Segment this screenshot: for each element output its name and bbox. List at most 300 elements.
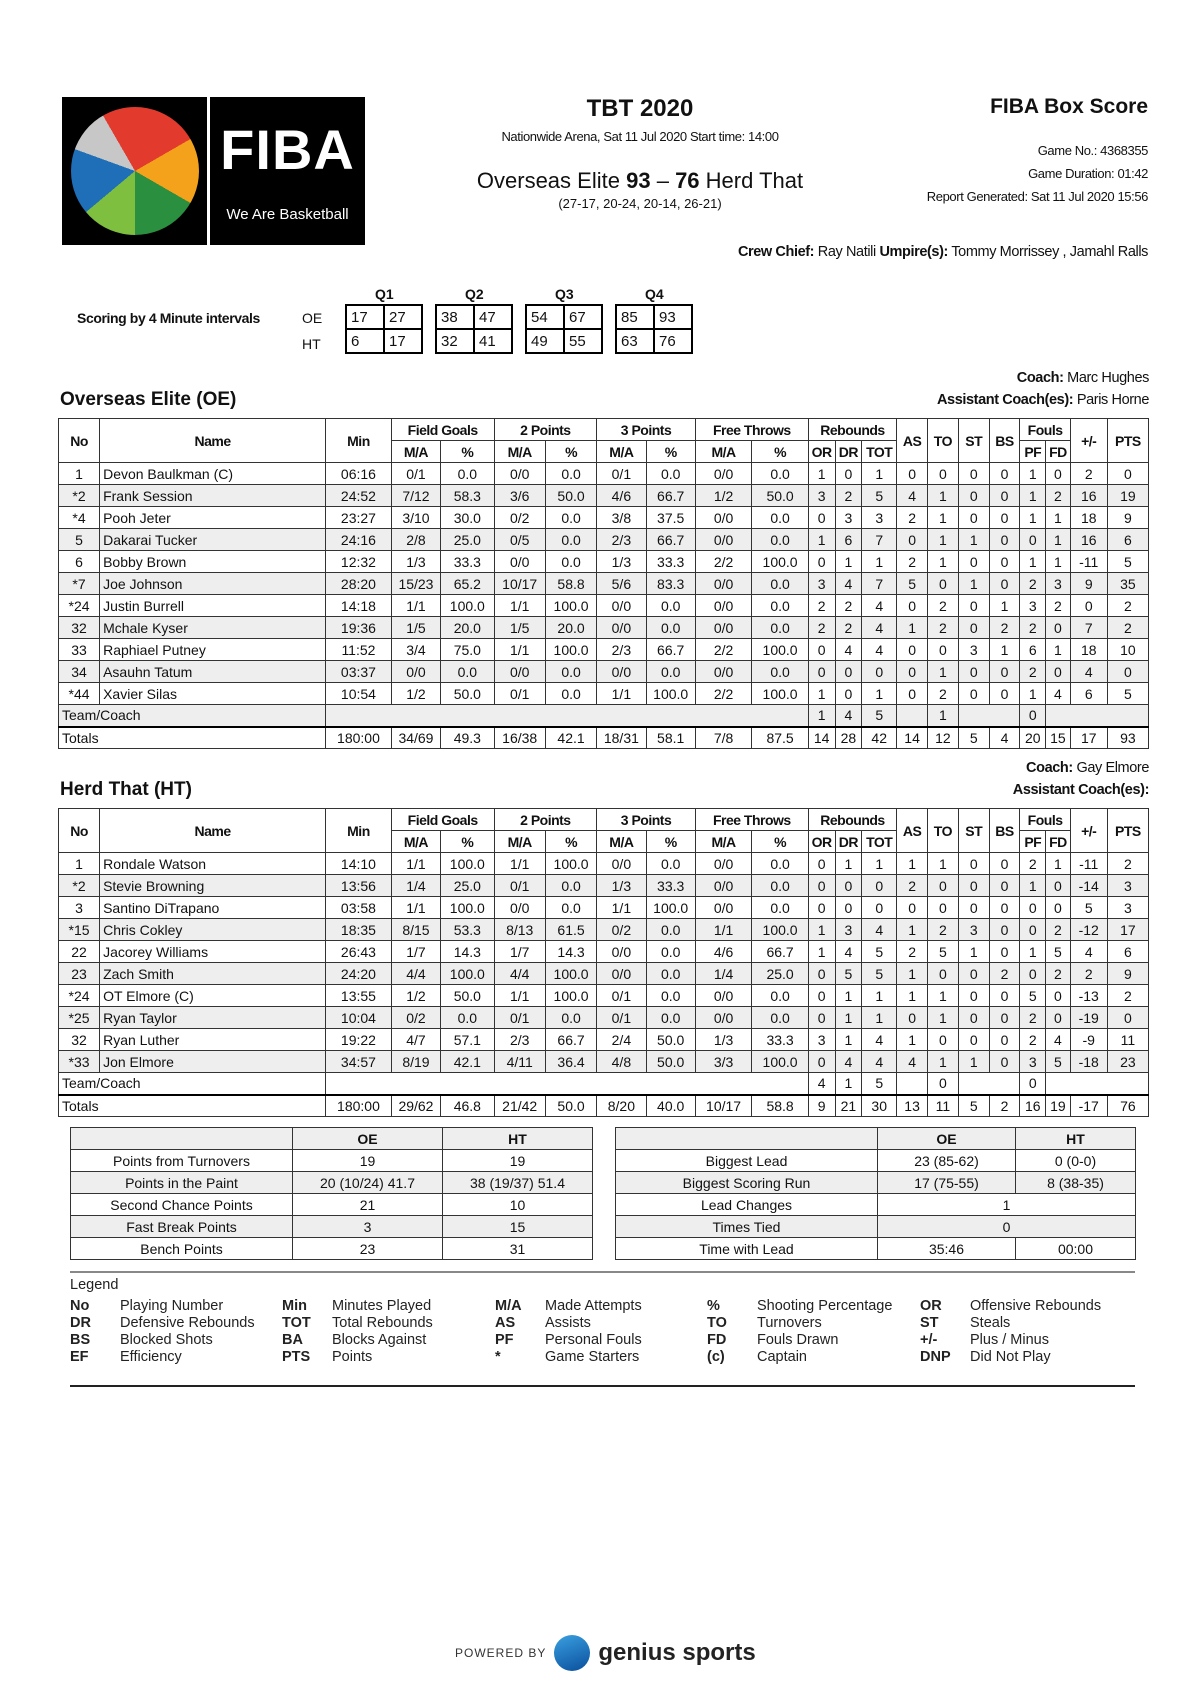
col-pts: PTS (1107, 809, 1148, 853)
stat-cell: 0.0 (646, 919, 695, 941)
stats-label: Times Tied (616, 1216, 878, 1238)
stat-cell: 0 (958, 661, 989, 683)
stat-cell: 2 (1070, 963, 1107, 985)
stats-label: Bench Points (71, 1238, 293, 1260)
stat-cell: 5 (1107, 551, 1148, 573)
stat-cell: 4 (1046, 683, 1071, 705)
totals-row (59, 1095, 1149, 1117)
stat-cell: 1/7 (494, 941, 545, 963)
stat-cell: 2 (1046, 919, 1071, 941)
stat-cell: 2 (1020, 1007, 1046, 1029)
stat-cell: 0 (989, 853, 1020, 875)
stat-cell: 1 (1046, 853, 1071, 875)
stats-header-cell: OE (878, 1128, 1016, 1150)
stat-cell: 15/23 (391, 573, 440, 595)
stat-cell: 0/0 (695, 853, 752, 875)
stats-value: 17 (75-55) (878, 1172, 1016, 1194)
stat-cell: 5 (897, 573, 928, 595)
stat-cell: 37.5 (646, 507, 695, 529)
col-to: TO (928, 809, 959, 853)
stat-cell: 0/0 (695, 661, 752, 683)
player-name: Ryan Taylor (100, 1007, 326, 1029)
legend-item (70, 1298, 282, 1314)
stat-cell: 4 (835, 639, 862, 661)
stat-cell: 25.0 (752, 963, 809, 985)
umpires-label: Umpire(s): (879, 244, 948, 260)
stat-cell: 0/0 (695, 1007, 752, 1029)
stat-cell: 3/3 (695, 1051, 752, 1073)
stat-cell: 2 (1020, 661, 1046, 683)
stat-cell: 0 (1020, 919, 1046, 941)
stat-cell: 0 (862, 897, 897, 919)
stat-cell: 0/0 (494, 661, 545, 683)
stat-cell: 0 (958, 963, 989, 985)
stat-cell: 0.0 (752, 661, 809, 683)
col-group: Field Goals (391, 809, 494, 831)
stat-cell: 2 (928, 595, 959, 617)
legend-abbr: % (707, 1298, 720, 1314)
stat-cell: 24:20 (326, 963, 392, 985)
team-dr: 1 (835, 1073, 862, 1095)
total-cell: 28 (835, 727, 862, 749)
total-cell: 42 (862, 727, 897, 749)
col-pct: % (646, 441, 695, 463)
stat-cell: 1/1 (597, 683, 646, 705)
stat-cell: 100.0 (441, 897, 494, 919)
stat-cell: 0.0 (441, 1007, 494, 1029)
stat-cell: 1 (897, 1029, 928, 1051)
stat-cell: 0.0 (545, 1007, 596, 1029)
player-row (59, 573, 1149, 595)
legend-abbr: DNP (920, 1349, 951, 1365)
stat-cell: 0 (808, 875, 835, 897)
stats-row (616, 1238, 1136, 1260)
stat-cell: 0 (835, 897, 862, 919)
col-reb: OR (808, 441, 835, 463)
footer-branding (455, 1635, 756, 1671)
stat-cell: 23 (59, 963, 100, 985)
stat-cell: 0/0 (494, 551, 545, 573)
stat-cell: 3 (808, 485, 835, 507)
stat-cell: 4 (862, 639, 897, 661)
stat-cell: 0/0 (597, 617, 646, 639)
stats-row (71, 1172, 593, 1194)
home-score: 93 (626, 168, 651, 193)
stat-cell: 5 (1020, 985, 1046, 1007)
stat-cell: 3/10 (391, 507, 440, 529)
team-to: 1 (928, 705, 959, 727)
stat-cell: 1 (1020, 683, 1046, 705)
stats-value: 00:00 (1016, 1238, 1136, 1260)
box-score-table-oe (58, 418, 1149, 749)
col-name: Name (100, 809, 326, 853)
col-group: 3 Points (597, 809, 696, 831)
quarter-row-ht (346, 329, 422, 353)
stat-cell: *24 (59, 595, 100, 617)
stat-cell: 16 (1070, 529, 1107, 551)
empty-cell (958, 705, 1020, 727)
stat-cell: 2 (1070, 463, 1107, 485)
total-cell: 19 (1046, 1095, 1071, 1117)
stat-cell: 0.0 (545, 551, 596, 573)
legend-abbr: (c) (707, 1349, 725, 1365)
legend-abbr: PF (495, 1332, 514, 1348)
stat-cell: -14 (1070, 875, 1107, 897)
stat-cell: 10:04 (326, 1007, 392, 1029)
legend-abbr: BS (70, 1332, 91, 1348)
venue: Nationwide Arena, Sat 11 Jul 2020 Start time: 14:00 (501, 129, 779, 144)
stat-cell: 0 (1020, 897, 1046, 919)
stat-cell: 2 (1107, 985, 1148, 1007)
player-name: Pooh Jeter (100, 507, 326, 529)
col-pts: PTS (1107, 419, 1148, 463)
stat-cell: 3 (1107, 875, 1148, 897)
stat-cell: 1 (808, 463, 835, 485)
genius-sports-logo-icon (554, 1635, 590, 1671)
col-name: Name (100, 419, 326, 463)
stat-cell: 66.7 (545, 1029, 596, 1051)
team-to: 0 (928, 1073, 959, 1095)
player-name: Bobby Brown (100, 551, 326, 573)
stat-cell: 10:54 (326, 683, 392, 705)
stat-cell: *25 (59, 1007, 100, 1029)
stat-cell: 0 (958, 985, 989, 1007)
stat-cell: 0 (989, 573, 1020, 595)
legend-desc: Playing Number (120, 1298, 224, 1314)
away-score: 76 (675, 168, 700, 193)
stat-cell: 1 (928, 1051, 959, 1073)
col-group: 3 Points (597, 419, 696, 441)
stats-value: 3 (293, 1216, 443, 1238)
stat-cell: 0.0 (752, 595, 809, 617)
officials (738, 244, 1148, 260)
coach (1026, 760, 1149, 776)
player-row (59, 1051, 1149, 1073)
stat-cell: *24 (59, 985, 100, 1007)
legend-abbr: Min (282, 1298, 307, 1314)
stat-cell: 5 (1046, 941, 1071, 963)
stat-cell: 1/1 (494, 853, 545, 875)
stat-cell: 2/8 (391, 529, 440, 551)
stat-cell: 0 (808, 639, 835, 661)
player-name: Jon Elmore (100, 1051, 326, 1073)
stat-cell: 0 (1107, 463, 1148, 485)
team-dr: 4 (835, 705, 862, 727)
stat-cell: 4/4 (494, 963, 545, 985)
stat-cell: 1 (989, 639, 1020, 661)
stat-cell: 0.0 (646, 853, 695, 875)
stat-cell: 0.0 (752, 1007, 809, 1029)
stat-cell: 50.0 (752, 485, 809, 507)
stat-cell: 4 (862, 1029, 897, 1051)
player-row (59, 551, 1149, 573)
legend-desc: Efficiency (120, 1349, 182, 1365)
stats-label: Biggest Lead (616, 1150, 878, 1172)
stat-cell: 2 (835, 595, 862, 617)
assistant-coach-label: Assistant Coach(es): (936, 392, 1074, 408)
stat-cell: 20.0 (545, 617, 596, 639)
legend-item (495, 1332, 707, 1348)
stat-cell: 0 (897, 683, 928, 705)
stat-cell: 2/3 (597, 529, 646, 551)
stat-cell: 4 (897, 1051, 928, 1073)
stats-label: Points in the Paint (71, 1172, 293, 1194)
stat-cell: 2/4 (597, 1029, 646, 1051)
total-cell: 40.0 (646, 1095, 695, 1117)
stat-cell: 0 (808, 507, 835, 529)
stat-cell: 2 (1107, 617, 1148, 639)
stat-cell: 50.0 (441, 683, 494, 705)
stat-cell: 33 (59, 639, 100, 661)
stat-cell: 2/2 (695, 551, 752, 573)
stat-cell: 4/4 (391, 963, 440, 985)
stat-cell: 0 (928, 875, 959, 897)
col-to: TO (928, 419, 959, 463)
stat-cell: 0 (808, 853, 835, 875)
stat-cell: 0/0 (597, 661, 646, 683)
stat-cell: 0 (989, 897, 1020, 919)
stat-cell: 0/0 (494, 897, 545, 919)
stat-cell: 1 (808, 529, 835, 551)
stats-header-cell: OE (293, 1128, 443, 1150)
stat-cell: *2 (59, 875, 100, 897)
legend-desc: Captain (757, 1349, 807, 1365)
scoring-team-ht: HT (302, 336, 321, 352)
crew-chief-label: Crew Chief: (737, 244, 815, 260)
quarter-label-q1: Q1 (375, 286, 394, 302)
stat-cell: 2 (1046, 595, 1071, 617)
legend-item (495, 1349, 707, 1365)
stat-cell: *44 (59, 683, 100, 705)
stat-cell: 5/6 (597, 573, 646, 595)
stat-cell: 100.0 (441, 853, 494, 875)
stat-cell: 0 (958, 485, 989, 507)
stat-cell: 1 (1020, 507, 1046, 529)
stat-cell: 0 (808, 985, 835, 1007)
total-cell: 4 (989, 727, 1020, 749)
stat-cell: 61.5 (545, 919, 596, 941)
stat-cell: 2 (835, 617, 862, 639)
stat-cell: 0/0 (695, 985, 752, 1007)
stat-cell: 2 (989, 963, 1020, 985)
legend-desc: Minutes Played (332, 1298, 432, 1314)
stat-cell: 2 (928, 919, 959, 941)
stat-cell: 1 (59, 853, 100, 875)
stat-cell: 100.0 (752, 919, 809, 941)
stat-cell: -13 (1070, 985, 1107, 1007)
stat-cell: 0 (1020, 529, 1046, 551)
total-cell: 58.8 (752, 1095, 809, 1117)
stat-cell: 1 (958, 941, 989, 963)
stat-cell: 2/3 (597, 639, 646, 661)
stat-cell: 0 (897, 661, 928, 683)
quarter-label-q2: Q2 (465, 286, 484, 302)
coach (1017, 370, 1149, 386)
stat-cell: 0 (958, 897, 989, 919)
stat-cell: 0.0 (545, 897, 596, 919)
stat-cell: 2 (1020, 853, 1046, 875)
total-cell: 34/69 (391, 727, 440, 749)
col-reb: DR (835, 831, 862, 853)
stat-cell: 3/6 (494, 485, 545, 507)
stat-cell: 7/12 (391, 485, 440, 507)
stats-label: Fast Break Points (71, 1216, 293, 1238)
stat-cell: 3 (1020, 1051, 1046, 1073)
stat-cell: 1/1 (494, 595, 545, 617)
home-team: Overseas Elite (476, 168, 620, 193)
player-name: Xavier Silas (100, 683, 326, 705)
stat-cell: 100.0 (752, 683, 809, 705)
stat-cell: 13:55 (326, 985, 392, 1007)
coach-name: Marc Hughes (1067, 370, 1149, 386)
stat-cell: 4/8 (597, 1051, 646, 1073)
stat-cell: 0/0 (695, 875, 752, 897)
col-pct: % (752, 831, 809, 853)
interval-score: 47 (474, 305, 512, 329)
stat-cell: 50.0 (646, 1051, 695, 1073)
stat-cell: 11 (1107, 1029, 1148, 1051)
total-cell: 76 (1107, 1095, 1148, 1117)
stat-cell: 7 (862, 529, 897, 551)
report-title: FIBA Box Score (990, 95, 1148, 118)
stat-cell: 1 (1046, 529, 1071, 551)
total-cell: 16/38 (494, 727, 545, 749)
stat-cell: 0.0 (441, 463, 494, 485)
coach-label: Coach: (1026, 760, 1073, 776)
stat-cell: 1 (862, 1007, 897, 1029)
legend-desc: Personal Fouls (545, 1332, 642, 1348)
stat-cell: 0 (989, 485, 1020, 507)
total-cell: 17 (1070, 727, 1107, 749)
stat-cell: 0 (1046, 875, 1071, 897)
stat-cell: 33.3 (441, 551, 494, 573)
stat-cell: 100.0 (545, 985, 596, 1007)
col-fouls: Fouls (1020, 809, 1070, 831)
stat-cell: 0/0 (494, 463, 545, 485)
empty-cell (1046, 705, 1149, 727)
stat-cell: 1/1 (494, 639, 545, 661)
stat-cell: 5 (928, 941, 959, 963)
stat-cell: 14.3 (441, 941, 494, 963)
stat-cell: 3 (958, 639, 989, 661)
stat-cell: 8/15 (391, 919, 440, 941)
stat-cell: 5 (862, 941, 897, 963)
stat-cell: 33.3 (646, 551, 695, 573)
col-as: AS (897, 809, 928, 853)
legend-item (707, 1349, 920, 1365)
player-name: OT Elmore (C) (100, 985, 326, 1007)
stat-cell: 0 (1107, 1007, 1148, 1029)
score-dash: – (656, 168, 669, 193)
stat-cell: 0/0 (391, 661, 440, 683)
stat-cell: 1 (928, 853, 959, 875)
stat-cell: 1 (862, 551, 897, 573)
stat-cell: -18 (1070, 1051, 1107, 1073)
basketball-logo-icon (62, 97, 210, 245)
stat-cell: 1/1 (597, 897, 646, 919)
stat-cell: 1 (862, 463, 897, 485)
stat-cell: 4 (862, 919, 897, 941)
stat-cell: 100.0 (545, 595, 596, 617)
empty-cell (326, 705, 809, 727)
stat-cell: 0 (958, 875, 989, 897)
player-row (59, 985, 1149, 1007)
legend-item (282, 1349, 495, 1365)
legend-item (70, 1315, 282, 1331)
legend-abbr: ST (920, 1315, 939, 1331)
stats-header (71, 1128, 593, 1150)
stat-cell: 0/0 (695, 897, 752, 919)
stat-cell: 100.0 (752, 639, 809, 661)
stat-cell: 0/1 (597, 985, 646, 1007)
team-pf: 0 (1020, 1073, 1046, 1095)
stats-row (616, 1194, 1136, 1216)
interval-score: 27 (384, 305, 422, 329)
stat-cell: 14:10 (326, 853, 392, 875)
interval-score: 41 (474, 329, 512, 353)
stat-cell: 66.7 (646, 529, 695, 551)
stat-cell: 2 (897, 551, 928, 573)
stats-value: 19 (443, 1150, 593, 1172)
stat-cell: 0.0 (646, 941, 695, 963)
assistant-coach-name: Paris Horne (1076, 392, 1149, 408)
stat-cell: 0/0 (597, 595, 646, 617)
player-row (59, 963, 1149, 985)
legend-abbr: +/- (920, 1332, 938, 1348)
quarter-label-q4: Q4 (645, 286, 664, 302)
player-row (59, 529, 1149, 551)
col-no: No (59, 419, 100, 463)
stat-cell: 50.0 (441, 985, 494, 1007)
quarter-row-ht (526, 329, 602, 353)
stat-cell: 1 (808, 941, 835, 963)
stat-cell: 2 (1107, 595, 1148, 617)
stats-value: 15 (443, 1216, 593, 1238)
quarter-row-ht (436, 329, 512, 353)
stat-cell: 1 (835, 1007, 862, 1029)
stat-cell: 03:58 (326, 897, 392, 919)
stat-cell: *4 (59, 507, 100, 529)
stat-cell: 0 (835, 875, 862, 897)
crew-chief: Ray Natili (817, 244, 876, 260)
team-or: 1 (808, 705, 835, 727)
player-name: Mchale Kyser (100, 617, 326, 639)
player-name: Asauhn Tatum (100, 661, 326, 683)
stats-value: 35:46 (878, 1238, 1016, 1260)
stat-cell: 0/2 (597, 919, 646, 941)
stat-cell: 0 (958, 853, 989, 875)
stat-cell: 0 (835, 463, 862, 485)
stat-cell: 0 (958, 683, 989, 705)
stat-cell: 3/4 (391, 639, 440, 661)
stat-cell: 0/0 (597, 963, 646, 985)
stat-cell: 34:57 (326, 1051, 392, 1073)
stats-row (71, 1238, 593, 1260)
total-cell: 50.0 (545, 1095, 596, 1117)
stat-cell: 6 (835, 529, 862, 551)
umpires: Tommy Morrissey , Jamahl Ralls (951, 244, 1148, 260)
stat-cell: 0/5 (494, 529, 545, 551)
stat-cell: 0 (1046, 985, 1071, 1007)
stat-cell: 18 (1070, 507, 1107, 529)
empty-cell (897, 705, 928, 727)
stat-cell: 2 (1020, 617, 1046, 639)
legend-item (495, 1315, 707, 1331)
stat-cell: 100.0 (752, 551, 809, 573)
col-ma: M/A (695, 831, 752, 853)
report-generated: Report Generated: Sat 11 Jul 2020 15:56 (926, 189, 1148, 204)
player-row (59, 639, 1149, 661)
